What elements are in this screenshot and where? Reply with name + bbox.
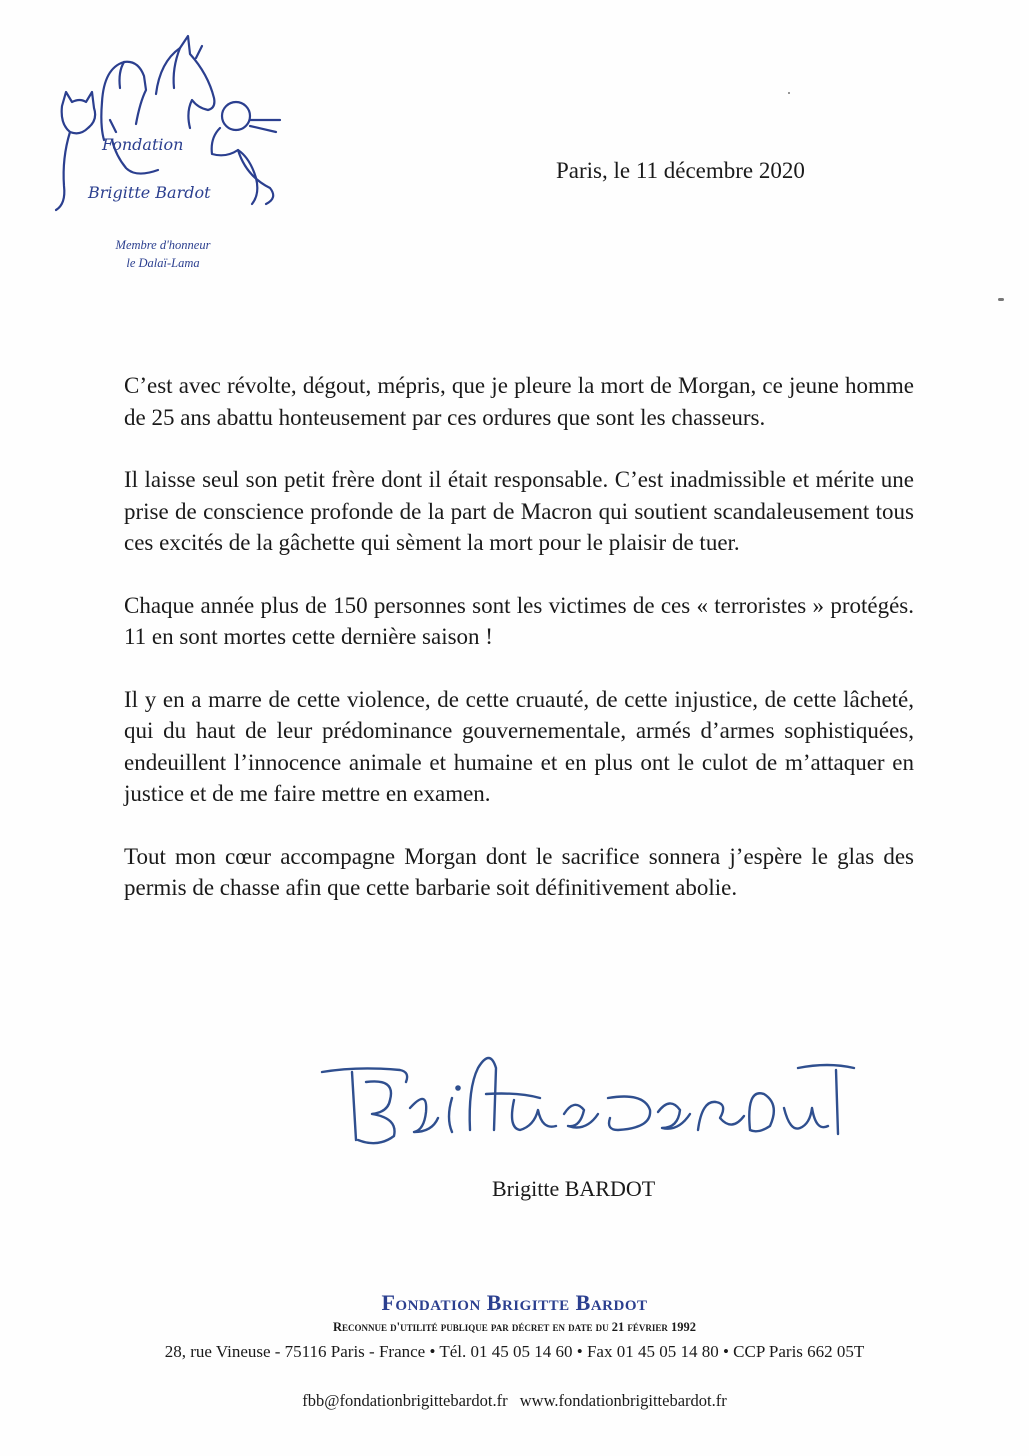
paragraph: Il laisse seul son petit frère dont il était responsable. C’est inadmissible et mérite une prise de conscience profonde de la part de Macron qui soutient scandaleusement tous ces excités de la gâchette qui sèment la mort pour le plaisir de tuer.: [124, 467, 914, 555]
honor-line-2: le Dalaï-Lama: [126, 256, 200, 270]
signature-icon: [318, 1048, 858, 1158]
honorary-member: [88, 236, 238, 272]
letter-body: [124, 370, 914, 935]
footer-address: 28, rue Vineuse - 75116 Paris - France • Tél. 01 45 05 14 60 • Fax 01 45 05 14 80 • CCP Paris 662 05T: [164, 1342, 865, 1361]
foundation-logo: [40, 28, 290, 228]
footer-email[interactable]: fbb@fondationbrigittebardot.fr: [302, 1391, 508, 1410]
logo-text-name: Brigitte Bardot: [88, 183, 211, 202]
scan-speck: [998, 298, 1004, 301]
scan-speck: [788, 92, 790, 94]
handwritten-signature: [318, 1048, 858, 1158]
letter-date: Paris, le 11 décembre 2020: [556, 158, 805, 183]
signer-name: Brigitte BARDOT: [492, 1176, 656, 1201]
paragraph: Chaque année plus de 150 personnes sont les victimes de ces « terroristes » protégés. 11 en sont mortes cette dernière saison !: [124, 592, 914, 649]
footer-contacts: [0, 1391, 1029, 1411]
footer-foundation-name: Fondation Brigitte Bardot: [381, 1290, 648, 1315]
honor-line-1: Membre d'honneur: [115, 238, 211, 252]
footer-website[interactable]: www.fondationbrigittebardot.fr: [519, 1391, 727, 1410]
paragraph: Tout mon cœur accompagne Morgan dont le sacrifice sonnera j’espère le glas des permis de chasse afin que cette barbarie soit définitivement abolie.: [124, 843, 914, 900]
paragraph: Il y en a marre de cette violence, de cette cruauté, de cette injustice, de cette lâcheté, qui du haut de leur prédominance gouvernementale, armés d’armes sophistiquées, endeuillent l’innocence animale et humaine et en plus ont le culot de m’attaquer en justice et de me faire mettre en examen.: [124, 686, 914, 806]
logo-text-fondation: Fondation: [102, 135, 184, 154]
animals-logo-icon: [40, 28, 290, 228]
footer-recognition: Reconnue d'utilité publique par décret en date du 21 février 1992: [333, 1320, 696, 1334]
paragraph: C’est avec révolte, dégout, mépris, que je pleure la mort de Morgan, ce jeune homme de 25 ans abattu honteusement par ces ordures que sont les chasseurs.: [124, 373, 914, 430]
